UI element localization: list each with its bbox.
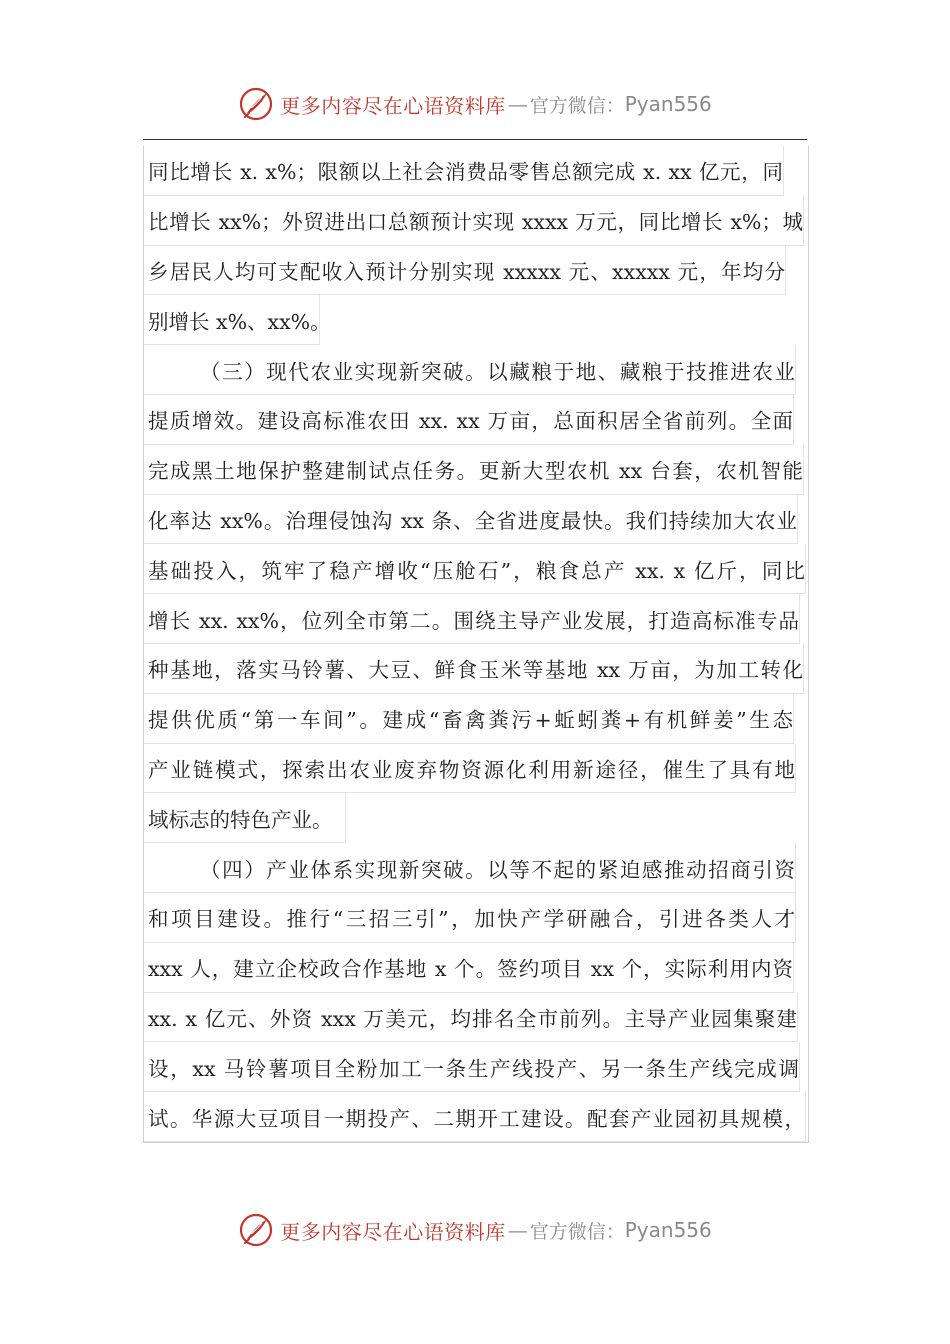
text-line: 种基地，落实马铃薯、大豆、鲜食玉米等基地 xx 万亩，为加工转化: [144, 644, 804, 694]
text-line: 比增长 xx%；外贸进出口总额预计实现 xxxx 万元，同比增长 x%；城: [144, 196, 804, 246]
text-line: 域标志的特色产业。: [144, 793, 346, 843]
header-wechat-id: Pyan556: [624, 92, 712, 116]
text-line: 试。华源大豆项目一期投产、二期开工建设。配套产业园初具规模，: [144, 1092, 806, 1142]
text-line: 提供优质“第一车间”。建成“畜禽粪污+蚯蚓粪+有机鲜姜”生态: [144, 694, 794, 744]
text-line: 增长 xx. xx%，位列全市第二。围绕主导产业发展，打造高标准专品: [144, 594, 800, 644]
footer-banner: [0, 1208, 950, 1252]
text-line: 别增长 x%、xx%。: [144, 295, 320, 345]
quill-seal-logo-icon: [238, 1212, 274, 1248]
header-brand: 更多内容尽在心语资料库: [280, 93, 506, 118]
header-wechat-label: 官方微信：: [529, 94, 625, 117]
paragraph-heading-4: （四）产业体系实现新突破。以等不起的紧迫感推动招商引资: [144, 843, 796, 893]
text-line: 乡居民人均可支配收入预计分别实现 xxxxx 元、xxxxx 元，年均分: [144, 246, 786, 296]
text-line: 和项目建设。推行“三招三引”，加快产学研融合，引进各类人才: [144, 893, 796, 943]
footer-brand: 更多内容尽在心语资料库: [280, 1219, 506, 1244]
text-line: 提质增效。建设高标准农田 xx. xx 万亩，总面积居全省前列。全面: [144, 395, 794, 445]
footer-dash: —: [507, 1218, 528, 1242]
text-line: xxx 人，建立企校政合作基地 x 个。签约项目 xx 个，实际利用内资: [144, 943, 794, 993]
paragraph-heading-3: （三）现代农业实现新突破。以藏粮于地、藏粮于技推进农业: [144, 345, 796, 395]
text-line: 同比增长 x. x%；限额以上社会消费品零售总额完成 x. xx 亿元，同: [144, 146, 784, 196]
text-line: 完成黑土地保护整建制试点任务。更新大型农机 xx 台套，农机智能: [144, 445, 804, 495]
text-line: 基础投入，筑牢了稳产增收“压舱石”，粮食总产 xx. x 亿斤，同比: [144, 544, 806, 594]
footer-wechat-label: 官方微信：: [529, 1220, 625, 1243]
text-line: 产业链模式，探索出农业废弃物资源化利用新途径，催生了具有地: [144, 744, 796, 794]
text-line: xx. x 亿元、外资 xxx 万美元，均排名全市前列。主导产业园集聚建: [144, 993, 798, 1043]
document-body: [143, 146, 809, 1143]
text-line: 设，xx 马铃薯项目全粉加工一条生产线投产、另一条生产线完成调: [144, 1042, 800, 1092]
footer-wechat-id: Pyan556: [624, 1218, 712, 1242]
header-banner: [0, 82, 950, 126]
text-line: 化率达 xx%。治理侵蚀沟 xx 条、全省进度最快。我们持续加大农业: [144, 495, 798, 545]
header-rule: [143, 139, 807, 140]
quill-seal-logo-icon: [238, 86, 274, 122]
header-dash: —: [507, 92, 528, 116]
